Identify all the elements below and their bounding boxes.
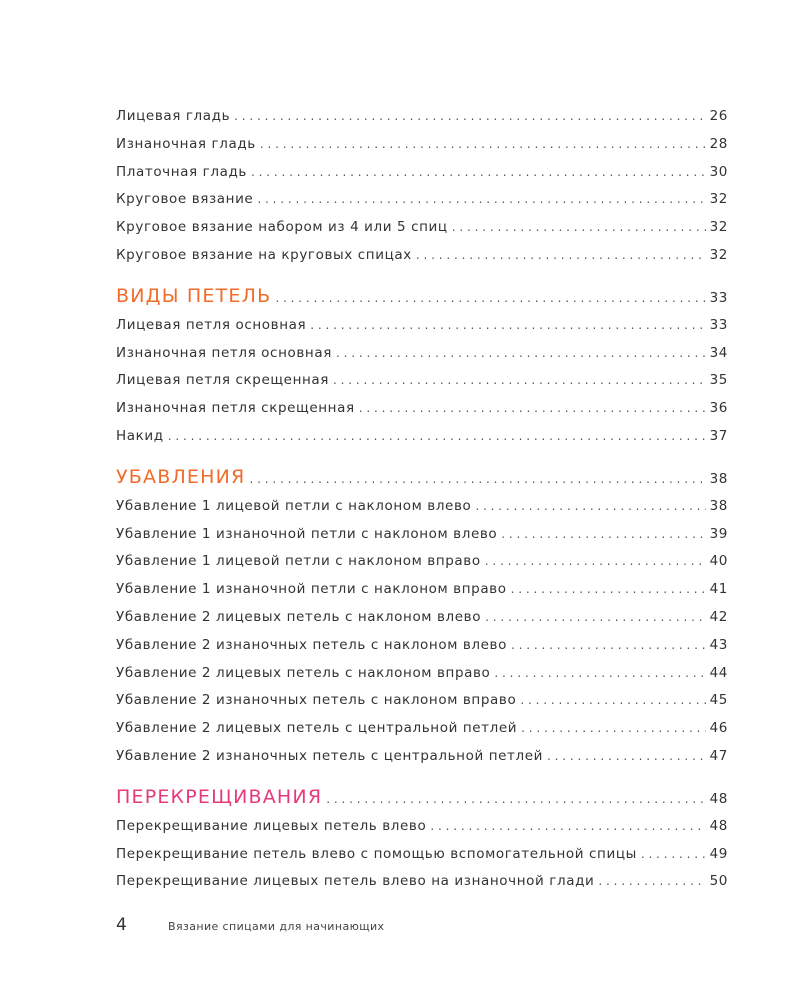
toc-entry — [116, 108, 728, 136]
page-ref: 43 — [709, 636, 728, 653]
dot-leader — [333, 373, 706, 387]
toc-entry — [116, 317, 728, 345]
page-ref: 28 — [709, 135, 728, 152]
page-ref: 40 — [709, 553, 728, 570]
dot-leader — [511, 582, 706, 596]
dot-leader — [260, 137, 706, 151]
dot-leader — [168, 429, 706, 443]
toc-entry — [116, 609, 728, 637]
dot-leader — [430, 819, 705, 833]
page-ref: 42 — [709, 608, 728, 625]
entry-title: Убавление 2 изнаночных петель с наклоном вправо — [116, 692, 517, 709]
dot-leader — [641, 847, 706, 861]
dot-leader — [547, 749, 706, 763]
section-title: ПЕРЕКРЕЩИВАНИЯ — [116, 785, 323, 808]
entry-title: Платочная гладь — [116, 163, 247, 180]
page-ref: 48 — [709, 790, 728, 807]
toc-entry — [116, 219, 728, 247]
toc-entry — [116, 692, 728, 720]
book-title: Вязание спицами для начинающих — [168, 920, 385, 933]
entry-title: Круговое вязание — [116, 191, 254, 208]
toc-entry — [116, 345, 728, 373]
toc-entry — [116, 665, 728, 693]
dot-leader — [485, 554, 706, 568]
toc-entry — [116, 846, 728, 874]
dot-leader — [520, 693, 705, 707]
toc-entry — [116, 553, 728, 581]
entry-title: Перекрещивание лицевых петель влево — [116, 817, 427, 834]
page-ref: 30 — [709, 163, 728, 180]
dot-leader — [257, 192, 705, 206]
page-ref: 35 — [709, 372, 728, 389]
entry-title: Убавление 2 лицевых петель с наклоном влево — [116, 608, 482, 625]
page-ref: 39 — [709, 525, 728, 542]
entry-title: Лицевая петля скрещенная — [116, 372, 330, 389]
entry-title: Круговое вязание набором из 4 или 5 спиц — [116, 219, 448, 236]
dot-leader — [416, 248, 706, 262]
dot-leader — [275, 291, 705, 305]
entry-title: Убавление 1 изнаночной петли с наклоном вправо — [116, 581, 507, 598]
entry-title: Убавление 2 лицевых петель с наклоном вправо — [116, 664, 491, 681]
dot-leader — [336, 346, 706, 360]
page-footer — [116, 915, 384, 935]
toc-entry — [116, 818, 728, 846]
dot-leader — [359, 401, 706, 415]
dot-leader — [326, 792, 705, 806]
entry-title: Убавление 2 изнаночных петель с центральной петлей — [116, 747, 544, 764]
page-ref: 38 — [709, 470, 728, 487]
page-ref: 36 — [709, 400, 728, 417]
dot-leader — [249, 472, 705, 486]
page-ref: 37 — [709, 427, 728, 444]
toc-entry — [116, 191, 728, 219]
page-ref: 32 — [709, 219, 728, 236]
page-ref: 50 — [709, 873, 728, 890]
dot-leader — [494, 666, 705, 680]
section-title: УБАВЛЕНИЯ — [116, 465, 246, 488]
toc-entry — [116, 136, 728, 164]
page-ref: 49 — [709, 845, 728, 862]
dot-leader — [521, 721, 705, 735]
toc-entry — [116, 526, 728, 554]
entry-title: Убавление 1 лицевой петли с наклоном вправо — [116, 553, 481, 570]
page-ref: 26 — [709, 108, 728, 124]
dot-leader — [452, 220, 706, 234]
page-ref: 32 — [709, 191, 728, 208]
toc-entry — [116, 164, 728, 192]
entry-title: Изнаночная гладь — [116, 135, 256, 152]
entry-title: Убавление 2 лицевых петель с центральной петлей — [116, 720, 518, 737]
entry-title: Убавление 2 изнаночных петель с наклоном влево — [116, 636, 507, 653]
toc-entry — [116, 637, 728, 665]
page-ref: 33 — [709, 316, 728, 333]
entry-title: Убавление 1 изнаночной петли с наклоном влево — [116, 525, 498, 542]
dot-leader — [485, 610, 706, 624]
entry-title: Перекрещивание лицевых петель влево на изнаночной глади — [116, 873, 595, 890]
page-ref: 48 — [709, 817, 728, 834]
entry-title: Изнаночная петля скрещенная — [116, 400, 355, 417]
entry-title: Лицевая петля основная — [116, 316, 307, 333]
dot-leader — [511, 638, 706, 652]
entry-title: Изнаночная петля основная — [116, 344, 332, 361]
page-ref: 45 — [709, 692, 728, 709]
toc-entry — [116, 873, 728, 901]
toc-entry — [116, 498, 728, 526]
entry-title: Перекрещивание петель влево с помощью вспомогательной спицы — [116, 845, 637, 862]
page-ref: 47 — [709, 747, 728, 764]
page-ref: 33 — [709, 289, 728, 306]
toc-section-heading — [116, 466, 728, 498]
toc-entry — [116, 748, 728, 776]
entry-title: Круговое вязание на круговых спицах — [116, 246, 412, 263]
page-ref: 46 — [709, 720, 728, 737]
table-of-contents — [116, 108, 728, 901]
page-ref: 41 — [709, 581, 728, 598]
page-number: 4 — [116, 915, 127, 935]
entry-title: Накид — [116, 427, 164, 444]
toc-entry — [116, 720, 728, 748]
dot-leader — [310, 318, 705, 332]
toc-entry — [116, 428, 728, 456]
page-ref: 38 — [709, 497, 728, 514]
dot-leader — [501, 527, 705, 541]
page-ref: 44 — [709, 664, 728, 681]
dot-leader — [598, 874, 705, 888]
toc-entry — [116, 400, 728, 428]
dot-leader — [475, 499, 705, 513]
toc-section-heading — [116, 786, 728, 818]
entry-title: Убавление 1 лицевой петли с наклоном влево — [116, 497, 472, 514]
toc-entry — [116, 372, 728, 400]
dot-leader — [251, 165, 706, 179]
toc-entry — [116, 247, 728, 275]
toc-entry — [116, 581, 728, 609]
entry-title: Лицевая гладь — [116, 108, 231, 124]
dot-leader — [234, 109, 705, 123]
page-ref: 34 — [709, 344, 728, 361]
toc-section-heading — [116, 285, 728, 317]
section-title: ВИДЫ ПЕТЕЛЬ — [116, 284, 272, 307]
page-ref: 32 — [709, 246, 728, 263]
